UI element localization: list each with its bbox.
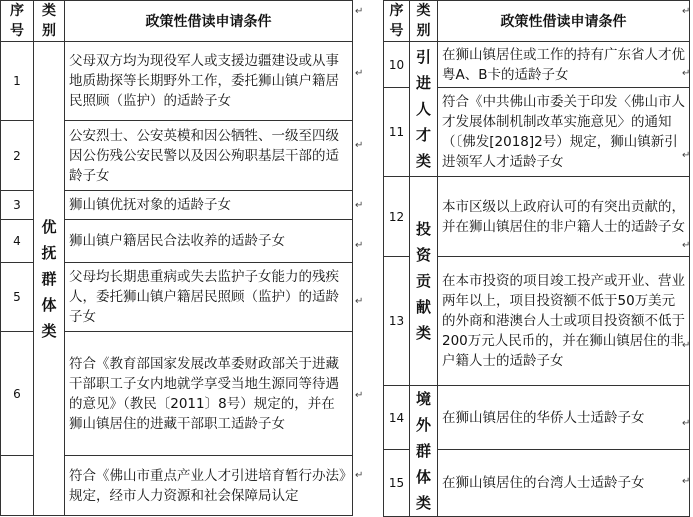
row-number: 2 bbox=[1, 121, 34, 191]
paragraph-mark-icon: ↵ bbox=[355, 140, 364, 151]
row-number: 11 bbox=[384, 88, 410, 177]
row-number bbox=[1, 456, 34, 516]
condition-text: 符合《中共佛山市委关于印发〈佛山市人才发展体制机制改革实施意见〉的通知（〔佛发[2018]2号）规定，狮山镇新引进领军人才适龄子女 bbox=[438, 88, 690, 177]
row-number: 3 bbox=[1, 191, 34, 220]
paragraph-mark-icon: ↵ bbox=[355, 68, 364, 79]
paragraph-mark-icon: ↵ bbox=[355, 200, 364, 211]
category-cell: 投资贡献类 bbox=[410, 177, 438, 386]
condition-text: 公安烈士、公安英模和因公牺牲、一级至四级因公伤残公安民警以及因公殉职基层干部的适龄子女 bbox=[65, 121, 353, 191]
condition-text: 符合《教育部国家发展改革委财政部关于进藏干部职工子女内地就学享受当地生源同等待遇的意见》（教民〔2011〕8号）规定的，并在狮山镇居住的进藏干部职工适龄子女 bbox=[65, 332, 353, 456]
condition-text: 父母双方均为现役军人或支援边疆建设或从事地质勘探等长期野外工作，委托狮山镇户籍居民照顾（监护）的适龄子女 bbox=[65, 42, 353, 121]
paragraph-mark-icon: ↵ bbox=[355, 470, 364, 481]
paragraph-mark-icon: ↵ bbox=[682, 418, 691, 429]
header-seq: 序号 bbox=[384, 1, 410, 42]
paragraph-mark-icon: ↵ bbox=[682, 6, 691, 17]
condition-text: 符合《佛山市重点产业人才引进培育暂行办法》规定，经市人力资源和社会保障局认定 bbox=[65, 456, 353, 516]
paragraph-mark-icon: ↵ bbox=[355, 6, 364, 17]
condition-text: 父母均长期患重病或失去监护子女能力的残疾人，委托狮山镇户籍居民照顾（监护）的适龄子女 bbox=[65, 263, 353, 332]
paragraph-mark-icon: ↵ bbox=[682, 476, 691, 487]
category-cell: 境外群体类 bbox=[410, 386, 438, 517]
condition-text: 狮山镇优抚对象的适龄子女 bbox=[65, 191, 353, 220]
row-number: 13 bbox=[384, 257, 410, 386]
paragraph-mark-icon: ↵ bbox=[355, 390, 364, 401]
category-cell: 优抚群体类 bbox=[34, 42, 65, 516]
paragraph-mark-icon: ↵ bbox=[355, 240, 364, 251]
condition-text: 在本市投资的项目竣工投产或开业、营业两年以上，项目投资额不低于50万美元的外商和港澳台人士或项目投资额不低于200万元人民币的，并在狮山镇居住的非户籍人士的适龄子女 bbox=[438, 257, 690, 386]
row-number: 15 bbox=[384, 450, 410, 517]
row-number: 4 bbox=[1, 220, 34, 263]
paragraph-mark-icon: ↵ bbox=[682, 340, 691, 351]
row-number: 1 bbox=[1, 42, 34, 121]
condition-text: 本市区级以上政府认可的有突出贡献的，并在狮山镇居住的非户籍人士的适龄子女 bbox=[438, 177, 690, 257]
condition-text: 狮山镇户籍居民合法收养的适龄子女 bbox=[65, 220, 353, 263]
header-condition: 政策性借读申请条件 bbox=[438, 1, 690, 42]
category-cell: 引进人才类 bbox=[410, 42, 438, 177]
right-policy-table bbox=[383, 0, 690, 517]
paragraph-mark-icon: ↵ bbox=[682, 240, 691, 251]
header-condition: 政策性借读申请条件 bbox=[65, 1, 353, 42]
condition-text: 在狮山镇居住的华侨人士适龄子女 bbox=[438, 386, 690, 450]
header-category: 类别 bbox=[34, 1, 65, 42]
header-category: 类别 bbox=[410, 1, 438, 42]
condition-text: 在狮山镇居住的台湾人士适龄子女 bbox=[438, 450, 690, 517]
condition-text: 在狮山镇居住或工作的持有广东省人才优粤A、B卡的适龄子女 bbox=[438, 42, 690, 88]
row-number: 10 bbox=[384, 42, 410, 88]
row-number: 6 bbox=[1, 332, 34, 456]
header-seq: 序号 bbox=[1, 1, 34, 42]
paragraph-mark-icon: ↵ bbox=[355, 296, 364, 307]
row-number: 5 bbox=[1, 263, 34, 332]
paragraph-mark-icon: ↵ bbox=[682, 68, 691, 79]
row-number: 12 bbox=[384, 177, 410, 257]
row-number: 14 bbox=[384, 386, 410, 450]
paragraph-mark-icon: ↵ bbox=[682, 150, 691, 161]
